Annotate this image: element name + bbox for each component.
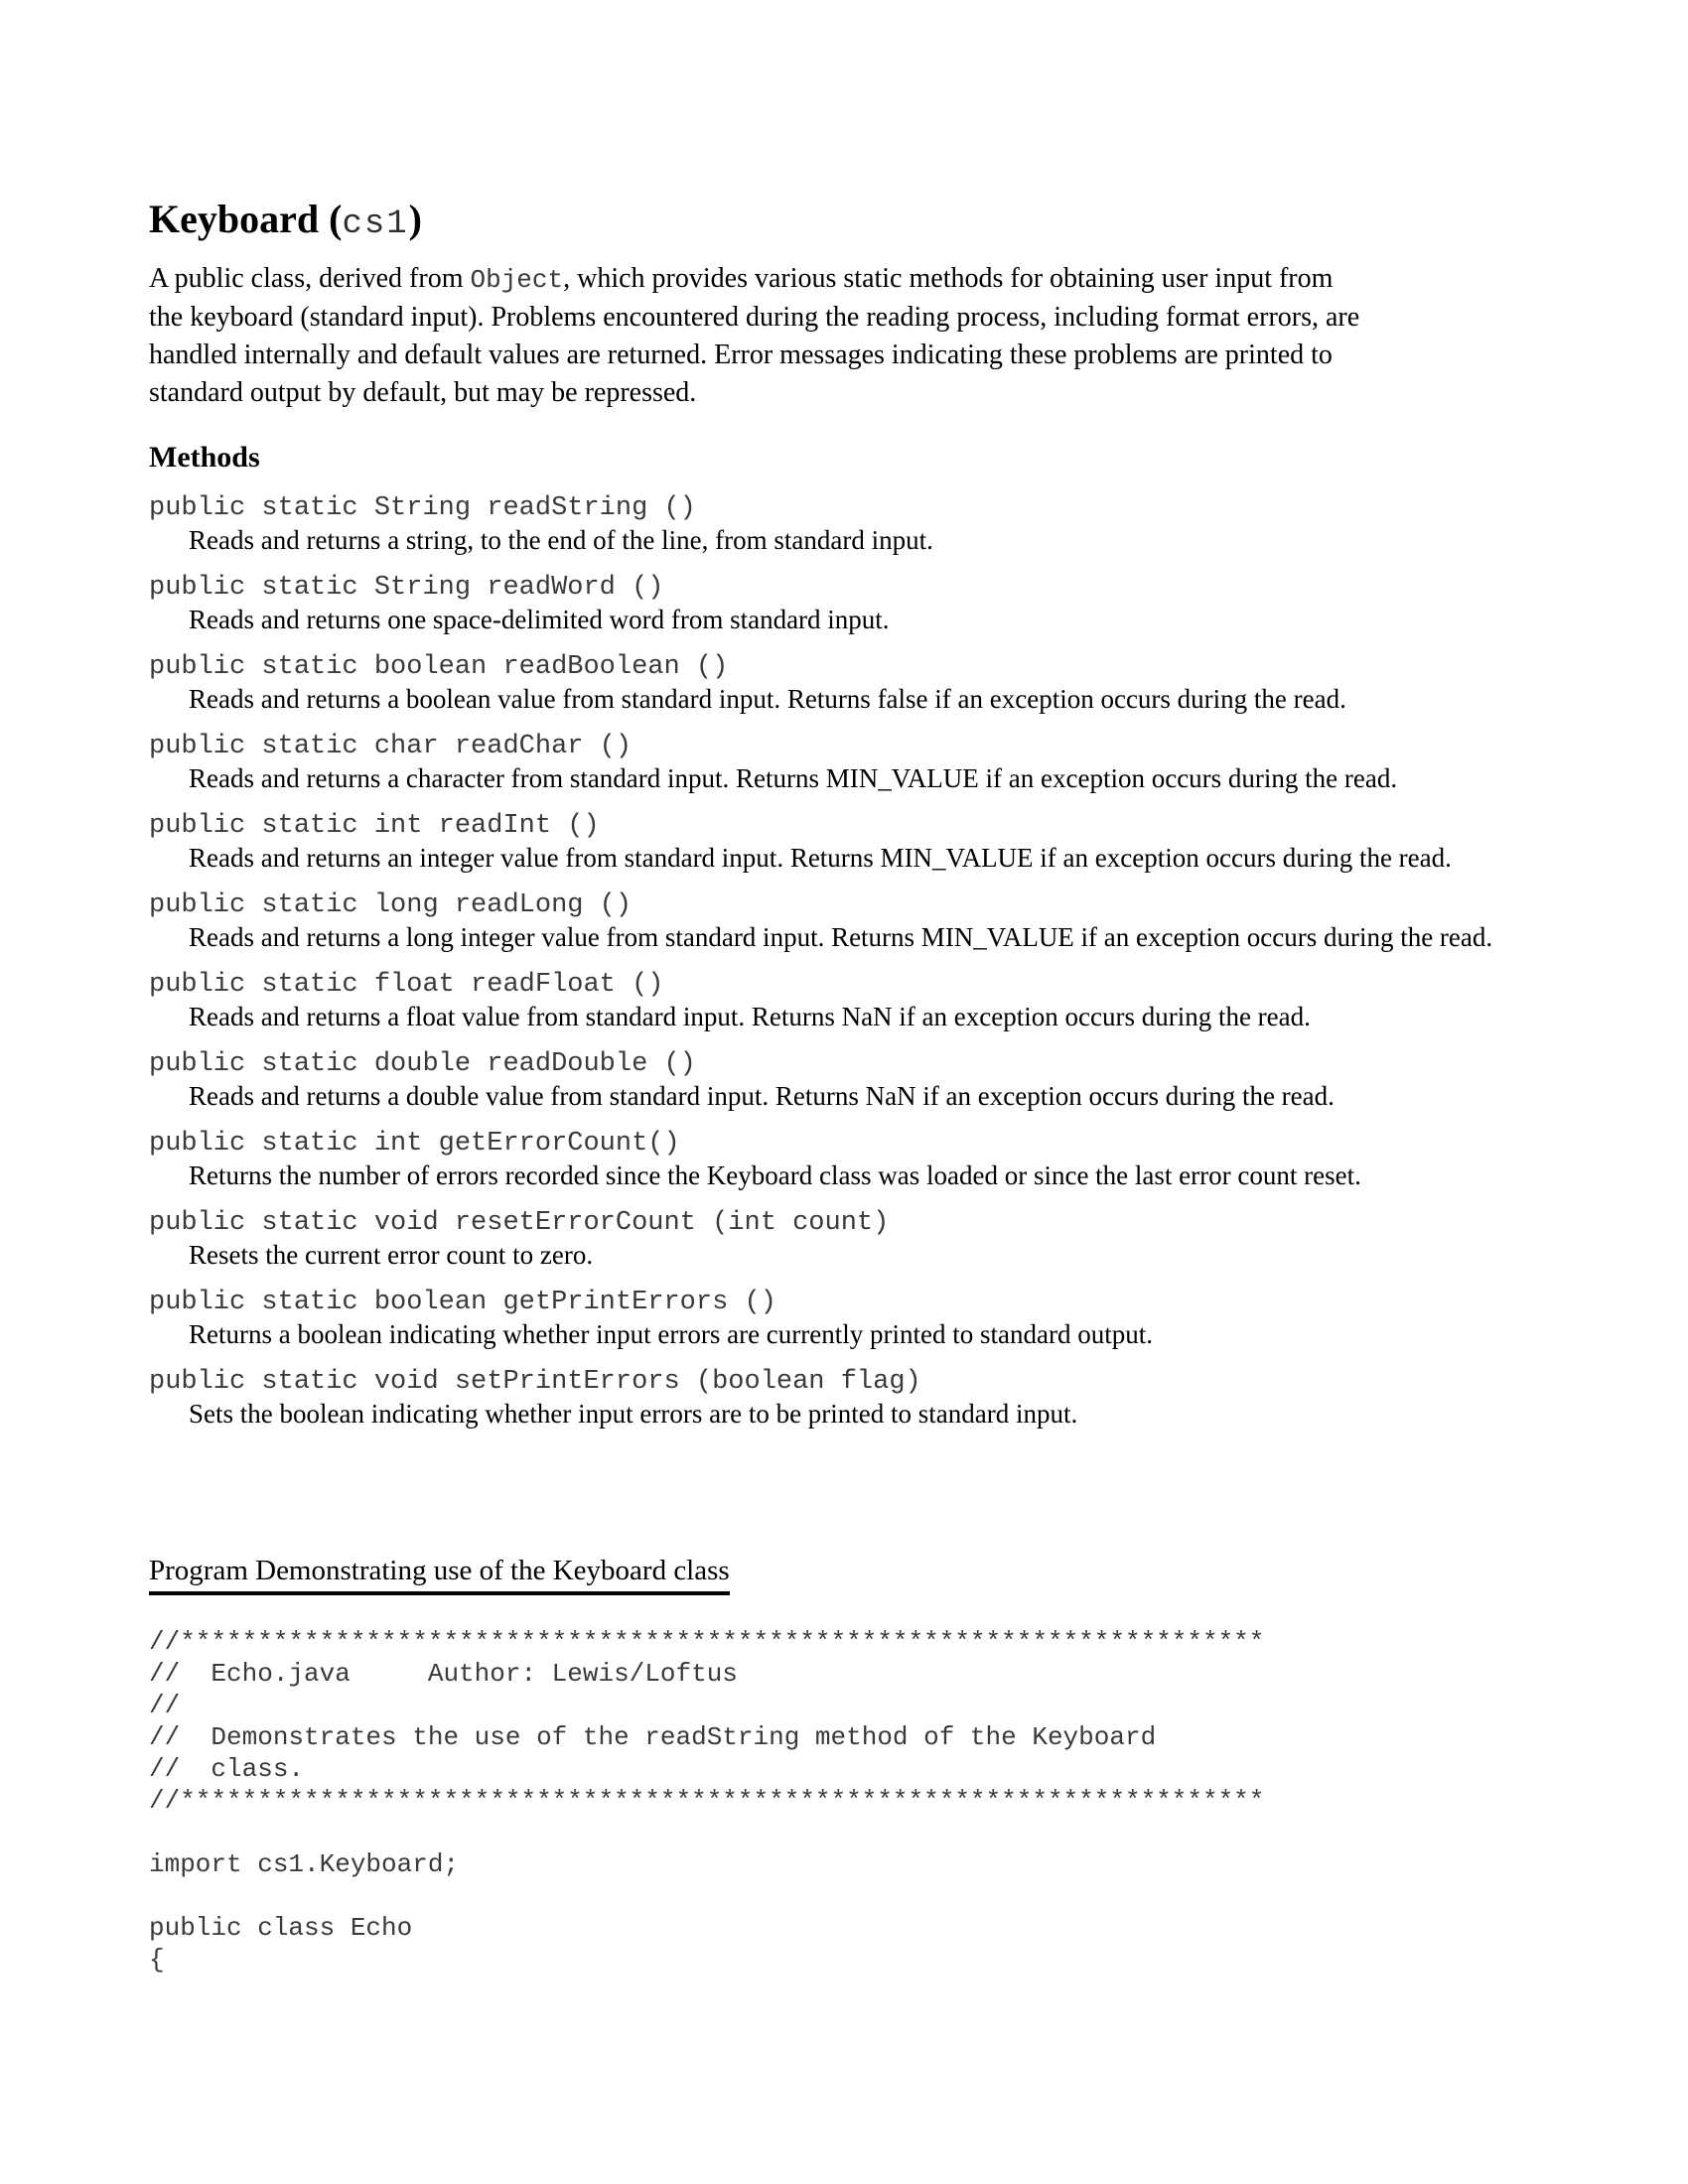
code-line-comment: // class. — [149, 1754, 305, 1784]
code-line-import: import cs1.Keyboard; — [149, 1849, 460, 1879]
code-line-blank — [149, 1880, 1264, 1912]
code-block — [149, 1626, 1264, 1976]
method-entry-readdouble — [149, 1048, 1492, 1112]
method-signature: public static String readString () — [149, 493, 696, 523]
code-line-comment-border: //********************************************************************** — [149, 1786, 1265, 1816]
method-entry-setprinterrors — [149, 1366, 1492, 1430]
method-description: Returns the number of errors recorded since the Keyboard class was loaded or since the last error count reset. — [189, 1160, 1361, 1190]
page-title — [149, 198, 422, 246]
program-demo-heading-text: Program Demonstrating use of the Keyboard class — [149, 1555, 730, 1595]
method-description: Reads and returns an integer value from standard input. Returns MIN_VALUE if an exception occurs during the read. — [189, 843, 1452, 873]
method-entry-readchar — [149, 731, 1492, 794]
page-title-package-code: cs1 — [342, 205, 409, 243]
method-signature: public static String readWord () — [149, 573, 664, 603]
method-entry-readword — [149, 572, 1492, 635]
method-entry-readlong — [149, 889, 1492, 953]
code-line-comment: // — [149, 1691, 181, 1720]
method-description: Reads and returns a float value from standard input. Returns NaN if an exception occurs during the read. — [189, 1002, 1311, 1031]
method-entry-readstring — [149, 492, 1492, 556]
method-description: Returns a boolean indicating whether input errors are currently printed to standard output. — [189, 1319, 1153, 1349]
intro-line: standard output by default, but may be repressed. — [149, 377, 697, 408]
intro-text: A public class, derived from — [149, 263, 471, 294]
method-signature: public static boolean readBoolean () — [149, 652, 729, 682]
method-signature: public static void resetErrorCount (int count) — [149, 1208, 890, 1238]
method-description: Reads and returns a string, to the end of the line, from standard input. — [189, 525, 933, 555]
page-title-class-name: Keyboard ( — [149, 197, 343, 241]
code-line-open-brace: { — [149, 1945, 165, 1975]
code-line-filename-author: // Echo.java Author: Lewis/Loftus — [149, 1659, 738, 1689]
method-description: Reads and returns a boolean value from standard input. Returns false if an exception occurs during the read. — [189, 684, 1346, 714]
method-entry-readint — [149, 810, 1492, 874]
method-signature: public static boolean getPrintErrors () — [149, 1288, 776, 1317]
code-line-comment-border: //********************************************************************** — [149, 1627, 1265, 1657]
method-signature: public static double readDouble () — [149, 1049, 696, 1079]
methods-heading: Methods — [149, 441, 260, 474]
method-entry-readfloat — [149, 969, 1492, 1032]
method-signature: public static long readLong () — [149, 890, 633, 920]
method-description: Reads and returns a long integer value from standard input. Returns MIN_VALUE if an exception occurs during the read. — [189, 922, 1493, 952]
method-entry-geterrorcount — [149, 1128, 1492, 1191]
methods-list — [149, 492, 1492, 1445]
code-line-comment: // Demonstrates the use of the readString method of the Keyboard — [149, 1722, 1157, 1752]
method-signature: public static int getErrorCount() — [149, 1129, 680, 1159]
method-description: Reads and returns one space-delimited word from standard input. — [189, 605, 890, 634]
method-description: Resets the current error count to zero. — [189, 1240, 594, 1270]
method-entry-readboolean — [149, 651, 1492, 715]
intro-paragraph — [149, 260, 1359, 412]
method-entry-getprinterrors — [149, 1287, 1492, 1350]
method-signature: public static char readChar () — [149, 732, 633, 761]
code-line-class-declaration: public class Echo — [149, 1913, 413, 1943]
intro-line: handled internally and default values are returned. Error messages indicating these problems are printed to — [149, 340, 1333, 370]
page-title-close-paren: ) — [408, 197, 422, 241]
intro-object-code: Object — [470, 265, 564, 295]
method-signature: public static void setPrintErrors (boolean flag) — [149, 1367, 921, 1397]
method-description: Sets the boolean indicating whether input errors are to be printed to standard input. — [189, 1399, 1078, 1429]
method-signature: public static int readInt () — [149, 811, 600, 841]
intro-line: the keyboard (standard input). Problems encountered during the reading process, including format errors, are — [149, 302, 1360, 333]
method-description: Reads and returns a character from standard input. Returns MIN_VALUE if an exception occurs during the read. — [189, 763, 1398, 793]
method-signature: public static float readFloat () — [149, 970, 664, 1000]
code-line-blank — [149, 1817, 1264, 1848]
method-entry-reseterrorcount — [149, 1207, 1492, 1271]
intro-text: , which provides various static methods for obtaining user input from — [563, 263, 1334, 294]
intro-line — [149, 260, 1359, 299]
method-description: Reads and returns a double value from standard input. Returns NaN if an exception occurs during the read. — [189, 1081, 1335, 1111]
program-demo-heading — [149, 1555, 730, 1586]
